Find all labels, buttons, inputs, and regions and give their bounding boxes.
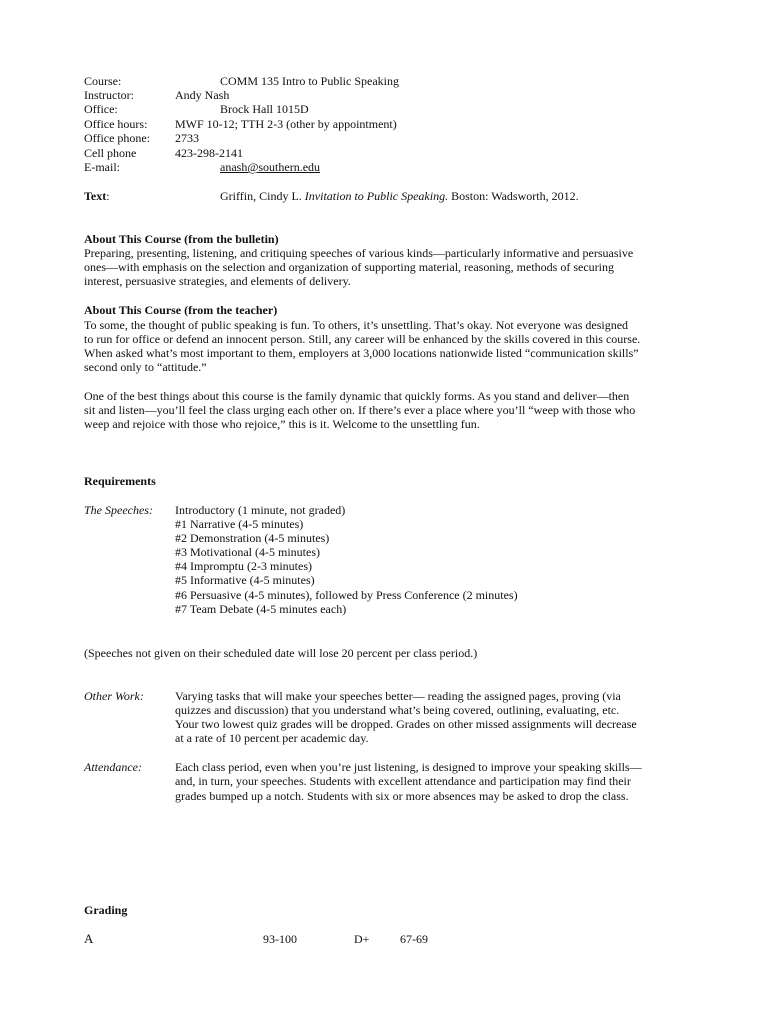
attendance-line: and, in turn, your speeches. Students with excellent attendance and participation may find their — [175, 774, 631, 788]
grade-letter: A — [84, 931, 94, 946]
cell-phone-value: 423-298-2141 — [175, 146, 243, 160]
email-link[interactable]: anash@southern.edu — [220, 160, 321, 174]
textbook-title: Invitation to Public Speaking. — [304, 189, 449, 203]
textbook-citation — [220, 189, 579, 204]
office-phone-value: 2733 — [175, 131, 199, 145]
about-teacher-heading: About This Course (from the teacher) — [84, 303, 278, 317]
attendance-label: Attendance: — [84, 760, 142, 774]
speeches-label: The Speeches: — [84, 503, 153, 517]
grade-range: 67-69 — [400, 932, 428, 946]
about-teacher-line: to run for office or defend an innocent person. Still, any career will be enhanced by the skills covered in this course. — [84, 332, 641, 346]
speech-item: #6 Persuasive (4-5 minutes), followed by Press Conference (2 minutes) — [175, 588, 518, 602]
grade-letter: D+ — [354, 932, 370, 946]
other-work-line: at a rate of 10 percent per academic day. — [175, 731, 369, 745]
speech-item: #3 Motivational (4-5 minutes) — [175, 545, 320, 559]
speech-item: #2 Demonstration (4-5 minutes) — [175, 531, 330, 545]
instructor-label: Instructor: — [84, 88, 134, 102]
cell-phone-label: Cell phone — [84, 146, 137, 160]
about-bulletin-line: Preparing, presenting, listening, and critiquing speeches of various kinds—particularly informative and persuasive — [84, 246, 634, 260]
about-teacher-line: One of the best things about this course is the family dynamic that quickly forms. As you stand and deliver—then — [84, 389, 630, 403]
about-bulletin-line: interest, persuasive strategies, and elements of delivery. — [84, 274, 351, 288]
about-teacher-line: When asked what’s most important to them, employers at 3,000 locations nationwide listed “communication skills” — [84, 346, 639, 360]
textbook-author: Griffin, Cindy L. — [220, 189, 305, 203]
speech-item: Introductory (1 minute, not graded) — [175, 503, 346, 517]
other-work-line: quizzes and discussion) that you understand what’s being covered, outlining, evaluating, etc. — [175, 703, 620, 717]
about-bulletin-line: ones—with emphasis on the selection and organization of supporting material, reasoning, methods of securing — [84, 260, 614, 274]
other-work-line: Your two lowest quiz grades will be dropped. Grades on other missed assignments will decrease — [175, 717, 637, 731]
office-hours-value: MWF 10-12; TTH 2-3 (other by appointment) — [175, 117, 397, 131]
about-teacher-line: sit and listen—you’ll feel the class urging each other on. If there’s ever a place where you’ll “weep with those who — [84, 403, 636, 417]
requirements-heading: Requirements — [84, 474, 156, 488]
office-phone-label: Office phone: — [84, 131, 151, 145]
course-label: Course: — [84, 74, 122, 88]
other-work-line: Varying tasks that will make your speeches better— reading the assigned pages, proving (via — [175, 689, 621, 703]
speech-item: #7 Team Debate (4-5 minutes each) — [175, 602, 347, 616]
attendance-line: Each class period, even when you’re just listening, is designed to improve your speaking skills— — [175, 760, 642, 774]
textbook-label: Text — [84, 189, 107, 203]
textbook-publisher: Boston: Wadsworth, 2012. — [448, 189, 579, 203]
instructor-value: Andy Nash — [175, 88, 230, 102]
textbook-line — [84, 189, 110, 204]
about-teacher-line: To some, the thought of public speaking is fun. To others, it’s unsettling. That’s okay. Not everyone was designed — [84, 318, 629, 332]
speech-item: #5 Informative (4-5 minutes) — [175, 573, 315, 587]
textbook-colon: : — [106, 189, 110, 203]
speech-item: #4 Impromptu (2-3 minutes) — [175, 559, 312, 573]
grading-heading: Grading — [84, 903, 128, 917]
email-label: E-mail: — [84, 160, 120, 174]
office-hours-label: Office hours: — [84, 117, 148, 131]
other-work-label: Other Work: — [84, 689, 144, 703]
attendance-line: grades bumped up a notch. Students with six or more absences may be asked to drop the class. — [175, 789, 629, 803]
about-teacher-line: second only to “attitude.” — [84, 360, 207, 374]
about-teacher-line: weep and rejoice with those who rejoice,” this is it. Welcome to the unsettling fun. — [84, 417, 480, 431]
speech-item: #1 Narrative (4-5 minutes) — [175, 517, 304, 531]
late-speech-note: (Speeches not given on their scheduled date will lose 20 percent per class period.) — [84, 646, 478, 660]
office-label: Office: — [84, 102, 118, 116]
about-bulletin-heading: About This Course (from the bulletin) — [84, 232, 279, 246]
office-value: Brock Hall 1015D — [220, 102, 309, 116]
grade-range: 93-100 — [263, 932, 297, 946]
course-value: COMM 135 Intro to Public Speaking — [220, 74, 399, 88]
